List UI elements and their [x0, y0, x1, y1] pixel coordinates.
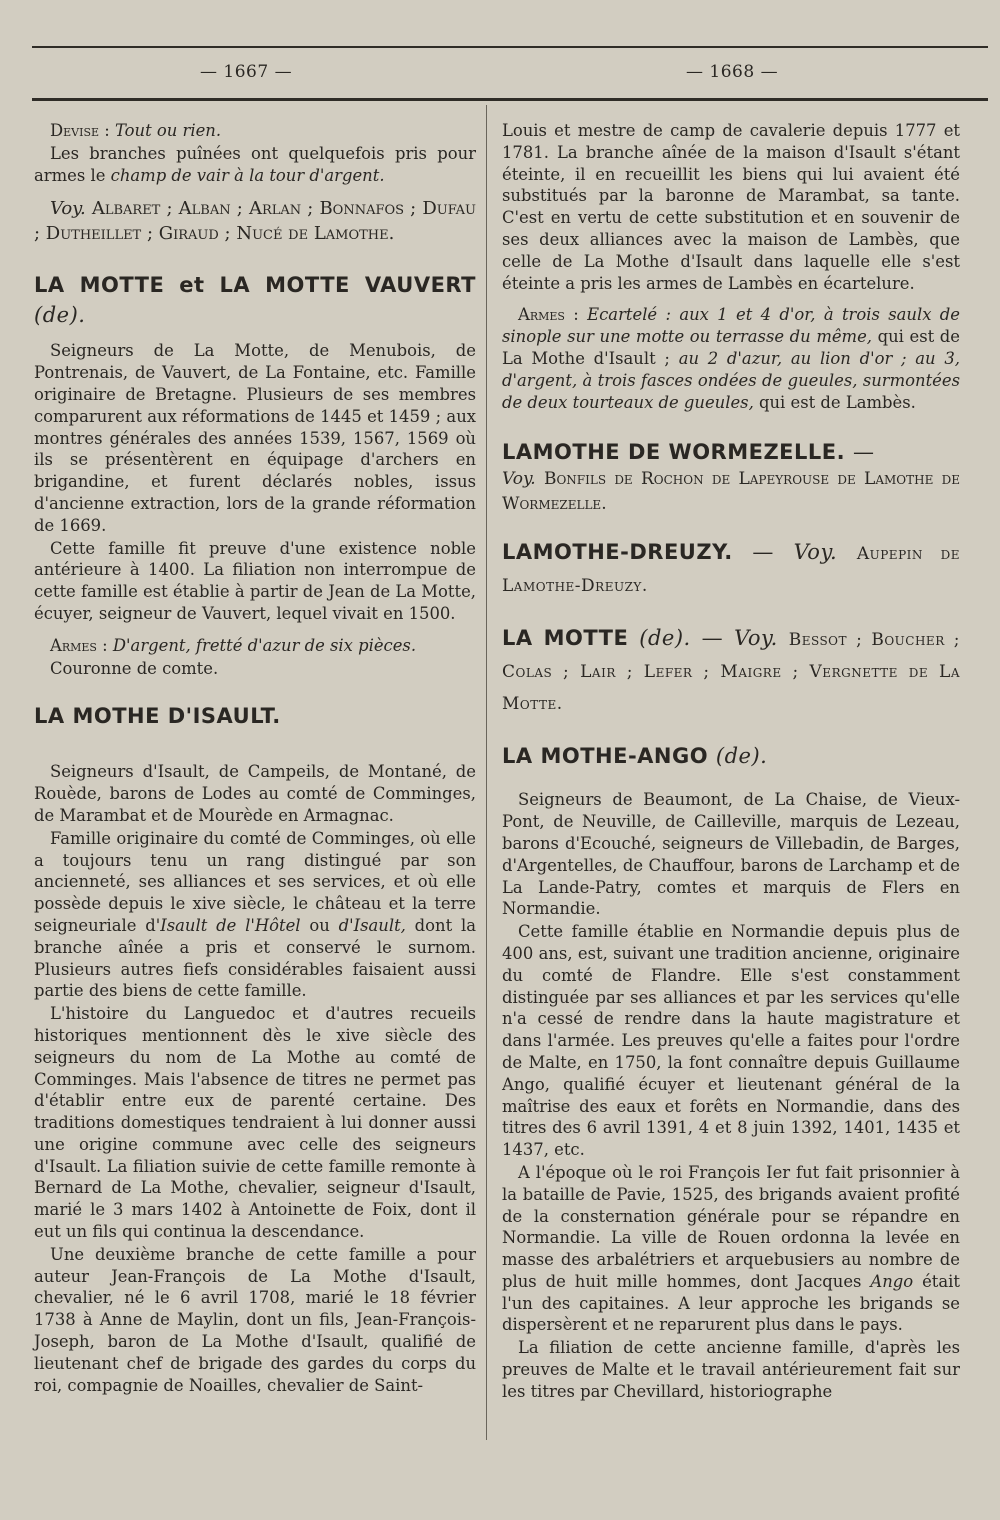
heading-text: LA MOTHE-ANGO: [502, 744, 709, 769]
paragraph: Seigneurs de Beaumont, de La Chaise, de Vieux-Pont, de Neuville, de Cailleville, marquis de Lezeau, barons d'Ecouché, seigneurs de Villebadin, de Barges, d'Argentelles, de Chauffour, barons de Larchamp et de La Lande-Patry, comtes et marquis de Flers en Normandie.: [502, 790, 960, 919]
text-run: qui est de Lambès.: [753, 392, 916, 412]
armes-line: [34, 635, 476, 657]
voy-references: Bessot ; Boucher ; Colas ; Lair ; Lefer ; Maigre ; Vergnette de La Motte.: [502, 630, 960, 715]
paragraph: [502, 1162, 960, 1336]
devise-line: [34, 120, 476, 142]
heading-suffix: (de).: [639, 626, 691, 651]
italic-run: au 2 d'azur, au lion d'or ; au 3, d'argent, à trois fasces ondées de gueules, surmontées de deux tourteaux de gueules,: [502, 348, 960, 412]
voy-references: Albaret ; Alban ; Arlan ; Bonnafos ; Dufau ; Dutheillet ; Giraud ; Nucé de Lamothe.: [34, 198, 476, 245]
heading-lamothe-de-wormezelle: [502, 437, 960, 467]
paragraph: Seigneurs de La Motte, de Menubois, de Pontrenais, de Vauvert, de La Fontaine, etc. Famille originaire de Bretagne. Plusieurs de ses membres comparurent aux réformations de 1445 et 1459 ; aux montres générales des années 1539, 1567, 1569 où ils se présentèrent en équipage d'archers en brigandine, et furent déclarés nobles, issus d'ancienne extraction, lors de la grande réformation de 1669.: [34, 341, 476, 535]
paragraph: [34, 828, 476, 1002]
armes-value: D'argent, fretté d'azur de six pièces.: [112, 635, 417, 655]
italic-run: Isault de l'Hôtel: [160, 915, 301, 935]
voy-references: Aupepin de Lamothe-Dreuzy.: [502, 544, 960, 597]
header-rule-top: [32, 46, 988, 48]
heading-suffix: (de).: [34, 303, 86, 328]
devise-value: Tout ou rien.: [114, 121, 222, 140]
branches-italic: champ de vair à la tour d'argent.: [110, 165, 385, 185]
armes-label: Armes :: [518, 305, 579, 325]
heading-dash: —: [701, 626, 724, 651]
header-rule-bottom: [32, 98, 988, 101]
heading-text: LA MOTTE: [502, 626, 629, 651]
heading-la-mothe-disault: LA MOTHE D'ISAULT.: [34, 704, 281, 729]
branches-paragraph: [34, 143, 476, 187]
voy-paragraph-1: [34, 196, 476, 246]
heading-text: LAMOTHE-DREUZY.: [502, 540, 733, 565]
heading-la-mothe-ango: [502, 741, 960, 771]
column-divider: [486, 105, 487, 1440]
couronne-line: Couronne de comte.: [50, 658, 219, 678]
text-run: était l'un des capitaines. A leur approche les brigands se dispersèrent et ne reparurent plus dans le pays.: [502, 1271, 960, 1335]
left-column: [34, 120, 476, 1397]
italic-run: Ango: [870, 1271, 914, 1291]
armes-paragraph: [502, 304, 960, 413]
heading-la-motte-vauvert: [34, 270, 476, 330]
paragraph: La filiation de cette ancienne famille, d'après les preuves de Malte et le travail antérieurement fait sur les titres par Chevillard, historiographe: [502, 1338, 960, 1401]
armes-label: Armes :: [50, 635, 108, 655]
voy-label: Voy.: [734, 626, 778, 651]
text-run: qui est de La Mothe d'Isault ;: [502, 327, 960, 368]
italic-run: d'Isault,: [338, 915, 406, 935]
heading-dash: —: [852, 440, 875, 465]
text-run: A l'époque où le roi François Ier fut fait prisonnier à la bataille de Pavie, 1525, des brigands avaient profité de la consternation générale pour se répandre en Normandie. La ville de Rouen ordonna la levée en masse des arbalétriers et arquebusiers au nombre de plus de huit mille hommes, dont Jacques: [502, 1162, 960, 1291]
voy-references: Bonfils de Rochon de Lapeyrouse de Lamothe de Wormezelle.: [502, 469, 961, 515]
voy-label: Voy.: [793, 540, 838, 565]
voy-label: Voy.: [502, 469, 536, 490]
paragraph: Une deuxième branche de cette famille a pour auteur Jean-François de La Mothe d'Isault, chevalier, né le 6 avril 1708, marié le 18 février 1738 à Anne de Maylin, dont un fils, Jean-François-Joseph, baron de La Mothe d'Isault, qualifié de lieutenant chef de brigade des gardes du corps du roi, compagnie de Noailles, chevalier de Saint-: [34, 1244, 476, 1395]
voy-label: Voy.: [50, 198, 86, 220]
paragraph: Louis et mestre de camp de cavalerie depuis 1777 et 1781. La branche aînée de la maison d'Isault s'étant éteinte, il en recueillit les biens qui lui avaient été substitués par la baronne de Marambat, sa tante. C'est en vertu de cette substitution et en souvenir de ses deux alliances avec la maison de Lambès, que celle de La Mothe d'Isault dans laquelle elle s'est éteinte a pris les armes de Lambès en écartelure.: [502, 121, 960, 293]
italic-run: Ecartelé : aux 1 et 4 d'or, à trois saulx de sinople sur une motte ou terrasse du même,: [502, 305, 960, 347]
heading-text: LAMOTHE DE WORMEZELLE.: [502, 440, 846, 465]
text-run: dont la branche aînée a pris et conservé le surnom. Plusieurs autres fiefs considérables faisaient aussi partie des biens de cette famille.: [34, 915, 476, 1001]
heading-lamothe-dreuzy: [502, 537, 960, 601]
heading-suffix: (de).: [715, 744, 768, 769]
heading-text: LA MOTTE et LA MOTTE VAUVERT: [34, 273, 476, 298]
branches-text: Les branches puînées ont quelquefois pris pour armes le: [34, 143, 476, 185]
heading-dash: —: [752, 540, 774, 565]
paragraph: Cette famille fit preuve d'une existence noble antérieure à 1400. La filiation non interrompue de cette famille est établie à partir de Jean de La Motte, écuyer, seigneur de Vauvert, lequel vivait en 1500.: [34, 538, 477, 623]
page-number-left: — 1667 —: [200, 62, 293, 82]
text-run: Famille originaire du comté de Comminges, où elle a toujours tenu un rang distingué par son ancienneté, ses alliances et ses services, et où elle possède depuis le xive siècle, le château et la terre seigneuriale d': [34, 828, 476, 935]
devise-label: Devise :: [50, 121, 110, 140]
paragraph: Cette famille établie en Normandie depuis plus de 400 ans, est, suivant une tradition ancienne, originaire du comté de Flandre. Elle s'est constamment distinguée par ses alliances et par les services qu'elle n'a cessé de rendre dans la haute magistrature et dans l'armée. Les preuves qu'elle a faites pour l'ordre de Malte, en 1750, la font connaître depuis Guillaume Ango, qualifié écuyer et lieutenant général de la maîtrise des eaux et forêts en Normandie, dans des titres des 6 avril 1391, 4 et 8 juin 1392, 1401, 1435 et 1437, etc.: [502, 922, 960, 1160]
right-column: [502, 120, 960, 1404]
heading-la-motte: [502, 623, 960, 719]
page-number-right: — 1668 —: [686, 62, 779, 82]
paragraph: Seigneurs d'Isault, de Campeils, de Montané, de Rouède, barons de Lodes au comté de Comminges, de Marambat et de Mourède en Armagnac.: [34, 762, 476, 825]
paragraph: L'histoire du Languedoc et d'autres recueils historiques mentionnent dès le xive siècle des seigneurs du nom de La Mothe au comté de Comminges. Mais l'absence de titres ne permet pas d'établir entre eux de parenté certaine. Des traditions domestiques tendraient à lui donner aussi une origine commune avec celle des seigneurs d'Isault. La filiation suivie de cette famille remonte à Bernard de La Mothe, chevalier, seigneur d'Isault, marié le 3 mars 1402 à Antoinette de Foix, dont il eut un fils qui continua la descendance.: [34, 1004, 476, 1242]
voy-paragraph: [502, 467, 960, 517]
text-run: ou: [300, 915, 339, 935]
